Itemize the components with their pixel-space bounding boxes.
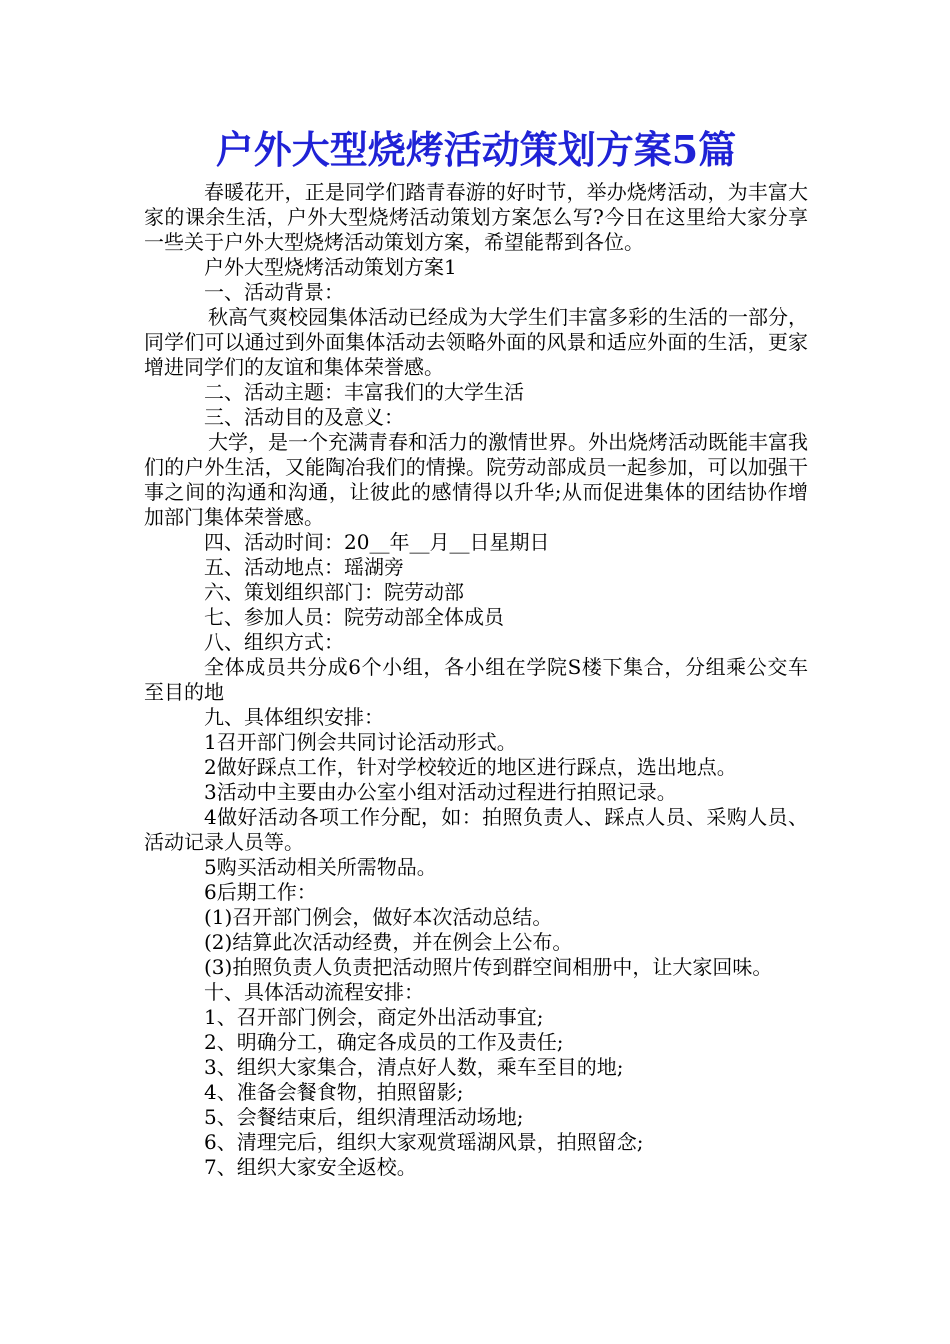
flow-item-7: 7、组织大家安全返校。 [204,1155,417,1179]
purpose-heading: 三、活动目的及意义： [204,405,404,429]
intro-paragraph: 春暖花开，正是同学们踏青春游的好时节，举办烧烤活动，为丰富大家的课余生活，户外大型烧烤活动策划方案怎么写?今日在这里给大家分享一些关于户外大型烧烤活动策划方案，希望能帮到各位。 [144,180,808,254]
document-title: 户外大型烧烤活动策划方案5篇 [215,127,737,172]
time-line: 四、活动时间：20__年__月__日星期日 [204,530,550,554]
flow-item-3: 3、组织大家集合，清点好人数，乘车至目的地; [204,1055,624,1079]
arrange-heading: 九、具体组织安排： [204,705,384,729]
arrange-item-3: 3活动中主要由办公室小组对活动过程进行拍照记录。 [204,780,677,804]
after-item-2: (2)结算此次活动经费，并在例会上公布。 [204,930,573,954]
participants-line: 七、参加人员：院劳动部全体成员 [204,605,504,629]
method-heading: 八、组织方式： [204,630,344,654]
after-item-1: (1)召开部门例会，做好本次活动总结。 [204,905,553,929]
theme-line: 二、活动主题：丰富我们的大学生活 [204,380,524,404]
after-item-3: (3)拍照负责人负责把活动照片传到群空间相册中，让大家回味。 [204,955,773,979]
flow-item-2: 2、明确分工，确定各成员的工作及责任; [204,1030,564,1054]
section-heading: 户外大型烧烤活动策划方案1 [204,255,457,279]
organizer-line: 六、策划组织部门：院劳动部 [204,580,464,604]
flow-item-4: 4、准备会餐食物，拍照留影; [204,1080,464,1104]
purpose-paragraph: 大学，是一个充满青春和活力的激情世界。外出烧烤活动既能丰富我们的户外生活，又能陶冶我们的情操。院劳动部成员一起参加，可以加强干事之间的沟通和沟通，让彼此的感情得以升华;从而促进集体的团结协作增加部门集体荣誉感。 [144,430,808,529]
flow-item-5: 5、会餐结束后，组织清理活动场地; [204,1105,524,1129]
arrange-item-5: 5购买活动相关所需物品。 [204,855,437,879]
flow-item-1: 1、召开部门例会，商定外出活动事宜; [204,1005,544,1029]
document-page [144,118,808,1180]
flow-heading: 十、具体活动流程安排： [204,980,424,1004]
arrange-item-6: 6后期工作： [204,880,317,904]
background-paragraph: 秋高气爽校园集体活动已经成为大学生们丰富多彩的生活的一部分，同学们可以通过到外面集体活动去领略外面的风景和适应外面的生活，更家增进同学们的友谊和集体荣誉感。 [144,305,808,379]
arrange-item-1: 1召开部门例会共同讨论活动形式。 [204,730,517,754]
flow-item-6: 6、清理完后，组织大家观赏瑶湖风景，拍照留念; [204,1130,644,1154]
method-paragraph: 全体成员共分成6个小组，各小组在学院S楼下集合，分组乘公交车至目的地 [144,655,808,704]
background-heading: 一、活动背景： [204,280,344,304]
arrange-item-4: 4做好活动各项工作分配，如：拍照负责人、踩点人员、采购人员、活动记录人员等。 [144,805,808,854]
place-line: 五、活动地点：瑶湖旁 [204,555,404,579]
arrange-item-2: 2做好踩点工作，针对学校较近的地区进行踩点，选出地点。 [204,755,737,779]
